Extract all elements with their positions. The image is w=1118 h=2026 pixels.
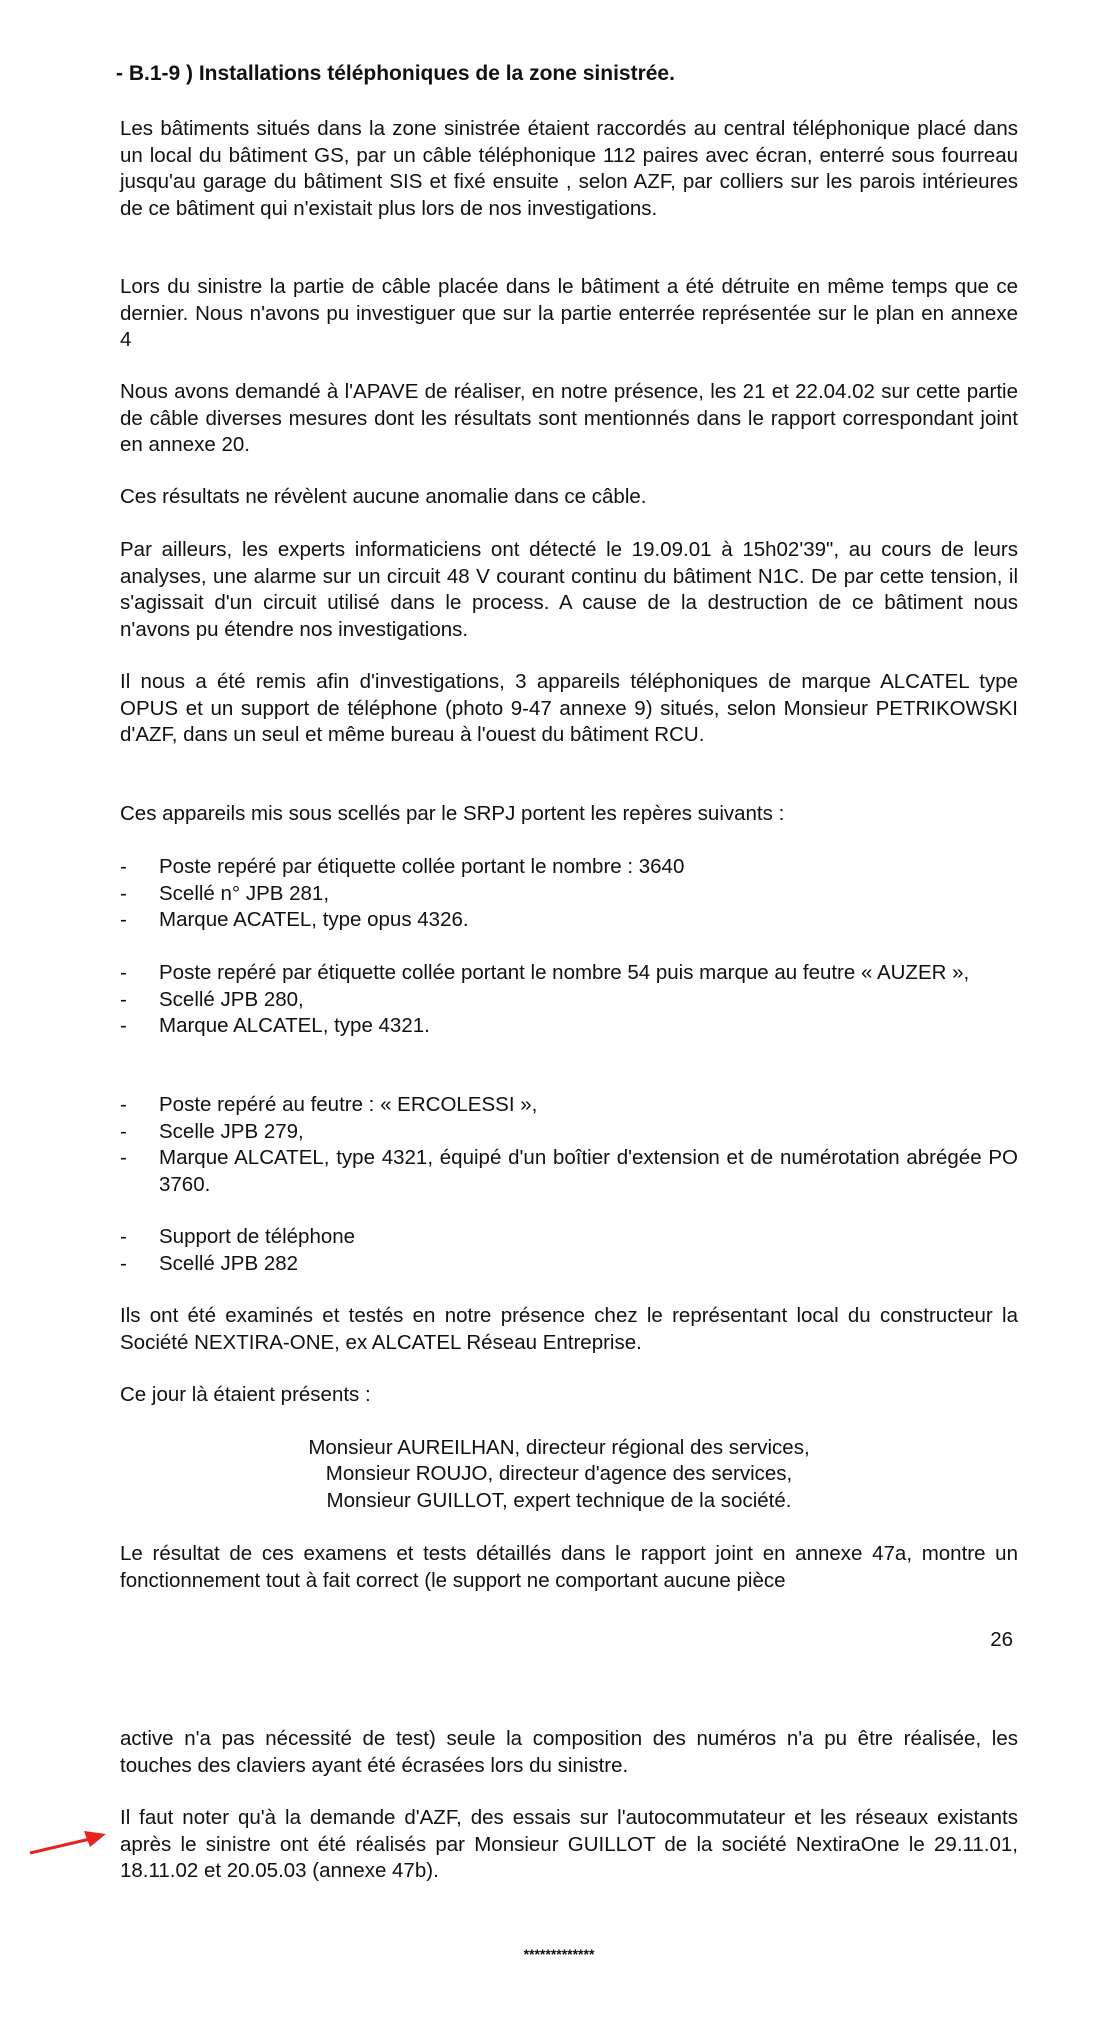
paragraph-7: Ces appareils mis sous scellés par le SRPJ portent les repères suivants : [120,802,785,825]
page-number: 26 [990,1628,1013,1651]
list-item: - Marque ACATEL, type opus 4326. [120,908,469,931]
list-item: - Scellé n° JPB 281, [120,881,330,905]
red-arrow-icon [28,1829,110,1864]
seal-list-1 [120,854,1018,934]
list-item: - Scelle JPB 279, [120,1119,304,1143]
list-item: - Support de téléphone [120,1225,356,1248]
section-heading: - B.1-9 ) Installations téléphoniques de la zone sinistrée. [116,62,675,85]
list-item: - Poste repéré par étiquette collée portant le nombre : 3640 [120,855,685,878]
paragraph-1: Les bâtiments situés dans la zone sinistrée étaient raccordés au central téléphonique placé dans un local du bâtiment GS, par un câble téléphonique 112 paires avec écran, enterré sous fourreau jusqu'au garage du bâtiment SIS et fixé ensuite , selon AZF, par colliers sur les parois intérieures de ce bâtiment qui n'existait plus lors de nos investigations. [120,117,1018,220]
list-item: - Poste repéré au feutre : « ERCOLESSI », [120,1093,538,1116]
paragraph-6: Il nous a été remis afin d'investigations, 3 appareils téléphoniques de marque ALCATEL type OPUS et un support de téléphone (photo 9-47 annexe 9) situés, selon Monsieur PETRIKOWSKI d'AZF, dans un seul et même bureau à l'ouest du bâtiment RCU. [120,670,1018,746]
paragraph-9: Ce jour là étaient présents : [120,1383,371,1406]
paragraph-10: Le résultat de ces examens et tests détaillés dans le rapport joint en annexe 47a, montre un fonctionnement tout à fait correct (le support ne comportant aucune pièce [120,1542,1018,1592]
seal-list-2 [120,960,1018,1040]
seal-list-3 [120,1092,1018,1198]
paragraph-4: Ces résultats ne révèlent aucune anomalie dans ce câble. [120,485,647,508]
list-item: - Marque ALCATEL, type 4321. [120,1014,430,1037]
list-item: - Marque ALCATEL, type 4321, équipé d'un boîtier d'extension et de numérotation abrégée PO 3760. [120,1146,1018,1196]
paragraph-11: active n'a pas nécessité de test) seule la composition des numéros n'a pu être réalisée, les touches des claviers ayant été écrasées lors du sinistre. [120,1727,1018,1777]
list-item: - Poste repéré par étiquette collée portant le nombre 54 puis marque au feutre « AUZER », [120,961,970,984]
list-item: - Scellé JPB 282 [120,1251,299,1275]
paragraph-5: Par ailleurs, les experts informaticiens ont détecté le 19.09.01 à 15h02'39", au cours de leurs analyses, une alarme sur un circuit 48 V courant continu du bâtiment N1C. De par cette tension, il s'agissait d'un circuit utilisé dans le process. A cause de la destruction de ce bâtiment nous n'avons pu étendre nos investigations. [120,538,1018,641]
paragraph-12: Il faut noter qu'à la demande d'AZF, des essais sur l'autocommutateur et les réseaux existants après le sinistre ont été réalisés par Monsieur GUILLOT de la société NextiraOne le 29.11.01, 18.11.02 et 20.05.03 (annexe 47b). [120,1806,1018,1882]
attendee-line: Monsieur AUREILHAN, directeur régional des services, [308,1436,810,1459]
paragraph-8: Ils ont été examinés et testés en notre présence chez le représentant local du constructeur la Société NEXTIRA-ONE, ex ALCATEL Réseau Entreprise. [120,1304,1018,1354]
seal-list-4 [120,1224,1018,1277]
paragraph-2: Lors du sinistre la partie de câble placée dans le bâtiment a été détruite en même temps que ce dernier. Nous n'avons pu investiguer que sur la partie enterrée représentée sur le plan en annexe 4 [120,275,1018,351]
end-marker: ************* [523,1946,595,1962]
paragraph-3: Nous avons demandé à l'APAVE de réaliser, en notre présence, les 21 et 22.04.02 sur cette partie de câble diverses mesures dont les résultats sont mentionnés dans le rapport correspondant joint en annexe 20. [120,380,1018,456]
attendee-line: Monsieur ROUJO, directeur d'agence des services, [325,1462,793,1485]
attendee-line: Monsieur GUILLOT, expert technique de la société. [326,1489,792,1512]
list-item: - Scellé JPB 280, [120,987,304,1011]
